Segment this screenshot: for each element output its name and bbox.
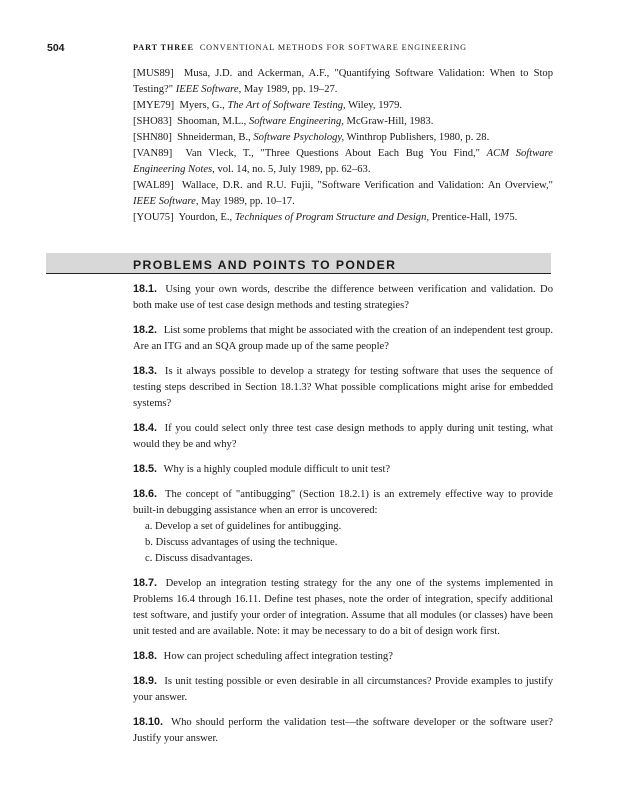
sub-item: c. Discuss disadvantages.: [145, 553, 253, 564]
problem-item: 18.6. The concept of "antibugging" (Section 18.2.1) is an extremely effective way to provide built-in debugging assistance when an error is uncovered: a. Develop a set of guidelines for antibugging. b. Discuss advantages of using the technique. c. Discuss disadvantages.: [133, 486, 553, 567]
problem-item: 18.7. Develop an integration testing strategy for the any one of the systems implemented in Problems 16.4 through 16.11. Define test phases, note the order of integration, specify additional test software, and justify your order of integration. Assume that all modules (or classes) have been unit tested and are available. Note: it may be necessary to do a bit of design work first.: [133, 577, 553, 637]
sub-item: a. Develop a set of guidelines for antibugging.: [145, 521, 342, 532]
problem-item: 18.8. How can project scheduling affect integration testing?: [133, 650, 393, 662]
problem-item: 18.9. Is unit testing possible or even desirable in all circumstances? Provide examples to justify your answer.: [133, 675, 553, 703]
page-number: 504: [47, 42, 65, 54]
reference-item: [MUS89] Musa, J.D. and Ackerman, A.F., "Quantifying Software Validation: When to Stop Testing?" IEEE Software, May 1989, pp. 19–27.: [133, 68, 553, 95]
problem-item: 18.10. Who should perform the validation test—the software developer or the software user? Justify your answer.: [133, 716, 553, 744]
problem-item: 18.5. Why is a highly coupled module difficult to unit test?: [133, 463, 391, 475]
problem-item: 18.3. Is it always possible to develop a strategy for testing software that uses the sequence of testing steps described in Section 18.1.3? What possible complications might arise for embedded systems?: [133, 365, 553, 409]
reference-item: [YOU75] Yourdon, E., Techniques of Program Structure and Design, Prentice-Hall, 1975.: [133, 212, 518, 223]
sub-item: b. Discuss advantages of using the technique.: [145, 537, 338, 548]
reference-item: [VAN89] Van Vleck, T., "Three Questions About Each Bug You Find," ACM Software Engineering Notes, vol. 14, no. 5, July 1989, pp. 62–63.: [133, 148, 553, 175]
problem-item: 18.2. List some problems that might be associated with the creation of an independent test group. Are an ITG and an SQA group made up of the same people?: [133, 324, 553, 352]
problems-heading-bar: [46, 253, 551, 274]
reference-item: [WAL89] Wallace, D.R. and R.U. Fujii, "Software Verification and Validation: An Overview," IEEE Software, May 1989, pp. 10–17.: [133, 180, 553, 207]
part-label: PART THREE: [133, 43, 194, 52]
reference-item: [SHO83] Shooman, M.L., Software Engineering, McGraw-Hill, 1983.: [133, 116, 434, 127]
running-title: CONVENTIONAL METHODS FOR SOFTWARE ENGINEERING: [199, 43, 467, 52]
running-head: [133, 43, 467, 52]
reference-list: [133, 66, 553, 226]
reference-item: [SHN80] Shneiderman, B., Software Psychology, Winthrop Publishers, 1980, p. 28.: [133, 132, 490, 143]
reference-item: [MYE79] Myers, G., The Art of Software Testing, Wiley, 1979.: [133, 100, 403, 111]
problem-item: 18.4. If you could select only three test case design methods to apply during unit testing, what would they be and why?: [133, 422, 553, 450]
running-header: [47, 42, 577, 56]
problem-item: 18.1. Using your own words, describe the difference between verification and validation. Do both make use of test case design methods and testing strategies?: [133, 283, 553, 311]
problems-heading: PROBLEMS AND POINTS TO PONDER: [133, 258, 397, 272]
problems-list: [133, 281, 553, 755]
